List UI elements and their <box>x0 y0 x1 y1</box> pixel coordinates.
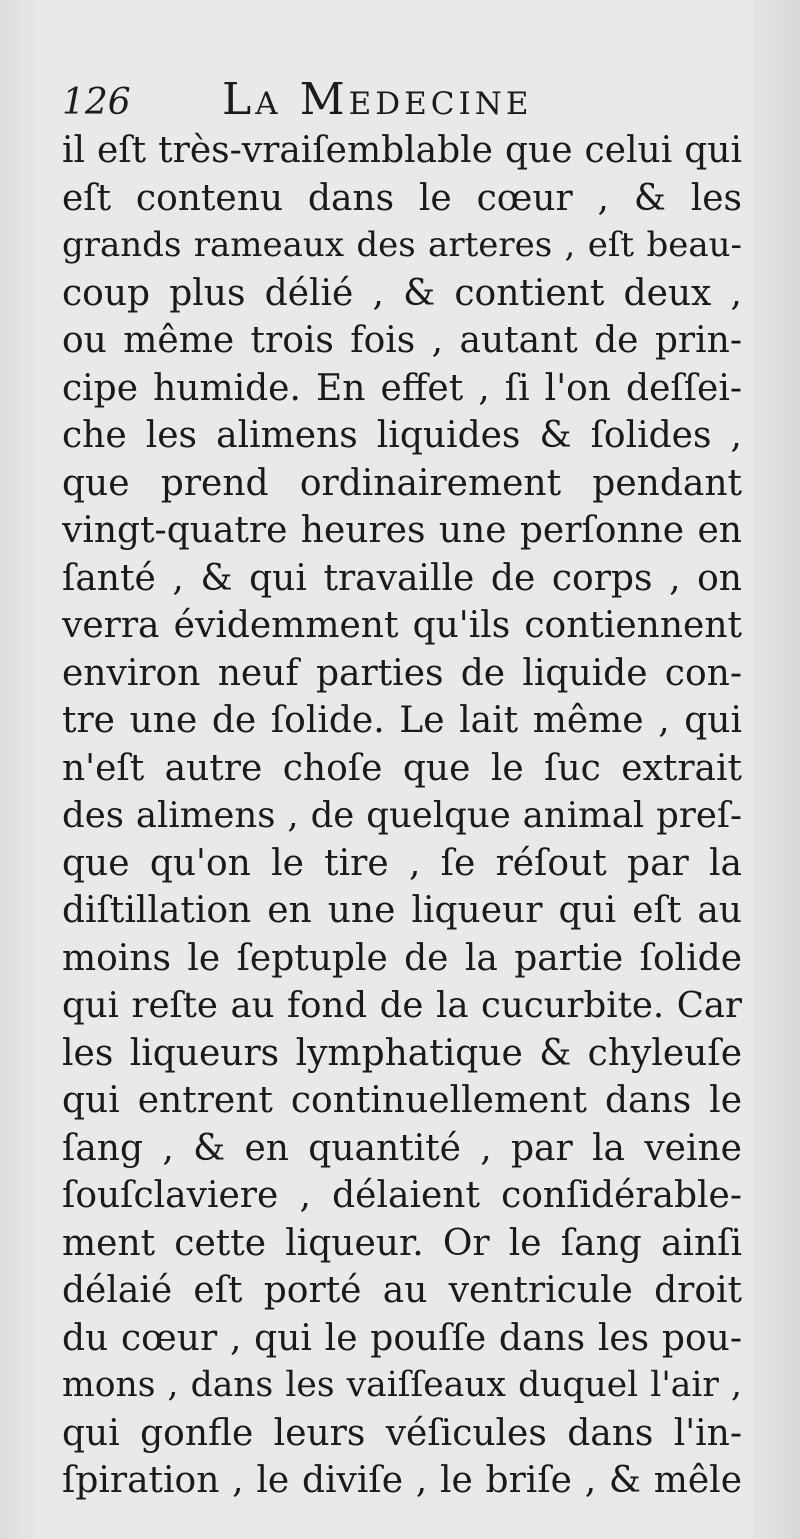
text-line: il eſt très-vraiſemblable que celui qui <box>62 130 742 171</box>
text-line: verra évidemment qu'ils contiennent <box>62 605 742 646</box>
text-line: mons , dans les vaiſſeaux duquel l'air , <box>62 1365 742 1405</box>
text-line: qui reſte au fond de la cucurbite. Car <box>62 985 742 1026</box>
body-text <box>62 127 742 1505</box>
running-title: La Medecine <box>222 74 533 125</box>
text-line: tre une de ſolide. Le lait même , qui <box>62 700 742 741</box>
text-line: délaié eſt porté au ventricule droit <box>62 1270 742 1311</box>
page-number: 126 <box>62 82 131 123</box>
text-line: les liqueurs lymphatique & chyleuſe <box>62 1032 742 1074</box>
text-line: ſang , & en quantité , par la veine <box>62 1127 742 1169</box>
text-line: n'eſt autre choſe que le ſuc extrait <box>62 747 742 789</box>
text-line: des alimens , de quelque animal preſ- <box>62 795 742 836</box>
text-line: ſanté , & qui travaille de corps , on <box>62 557 742 599</box>
text-line: moins le ſeptuple de la partie ſolide <box>62 937 742 979</box>
text-line: du cœur , qui le pouſſe dans les pou- <box>62 1317 742 1359</box>
text-line: ment cette liqueur. Or le ſang ainſi <box>62 1222 742 1264</box>
text-line: grands rameaux des arteres , eſt beau- <box>62 225 742 265</box>
text-line: coup plus délié , & contient deux , <box>62 272 742 314</box>
text-line: qui gonfle leurs véſicules dans l'in- <box>62 1412 742 1454</box>
text-line: eſt contenu dans le cœur , & les <box>62 177 742 219</box>
text-line: cipe humide. En effet , ſi l'on deſſei- <box>62 367 742 409</box>
text-line: que prend ordinairement pendant <box>62 462 742 504</box>
text-line: vingt-quatre heures une perſonne en <box>62 510 742 551</box>
text-line: diſtillation en une liqueur qui eſt au <box>62 890 742 931</box>
text-line: qui entrent continuellement dans le <box>62 1080 742 1121</box>
text-line: ſouſclaviere , délaient conſidérable- <box>62 1175 742 1216</box>
text-line: ou même trois fois , autant de prin- <box>62 320 742 361</box>
text-line: che les alimens liquides & ſolides , <box>62 415 742 456</box>
page-header <box>62 74 742 124</box>
text-line: environ neuf parties de liquide con- <box>62 652 742 694</box>
text-line: ſpiration , le diviſe , le briſe , & mêle <box>62 1460 742 1501</box>
text-line: que qu'on le tire , ſe réſout par la <box>62 842 742 884</box>
